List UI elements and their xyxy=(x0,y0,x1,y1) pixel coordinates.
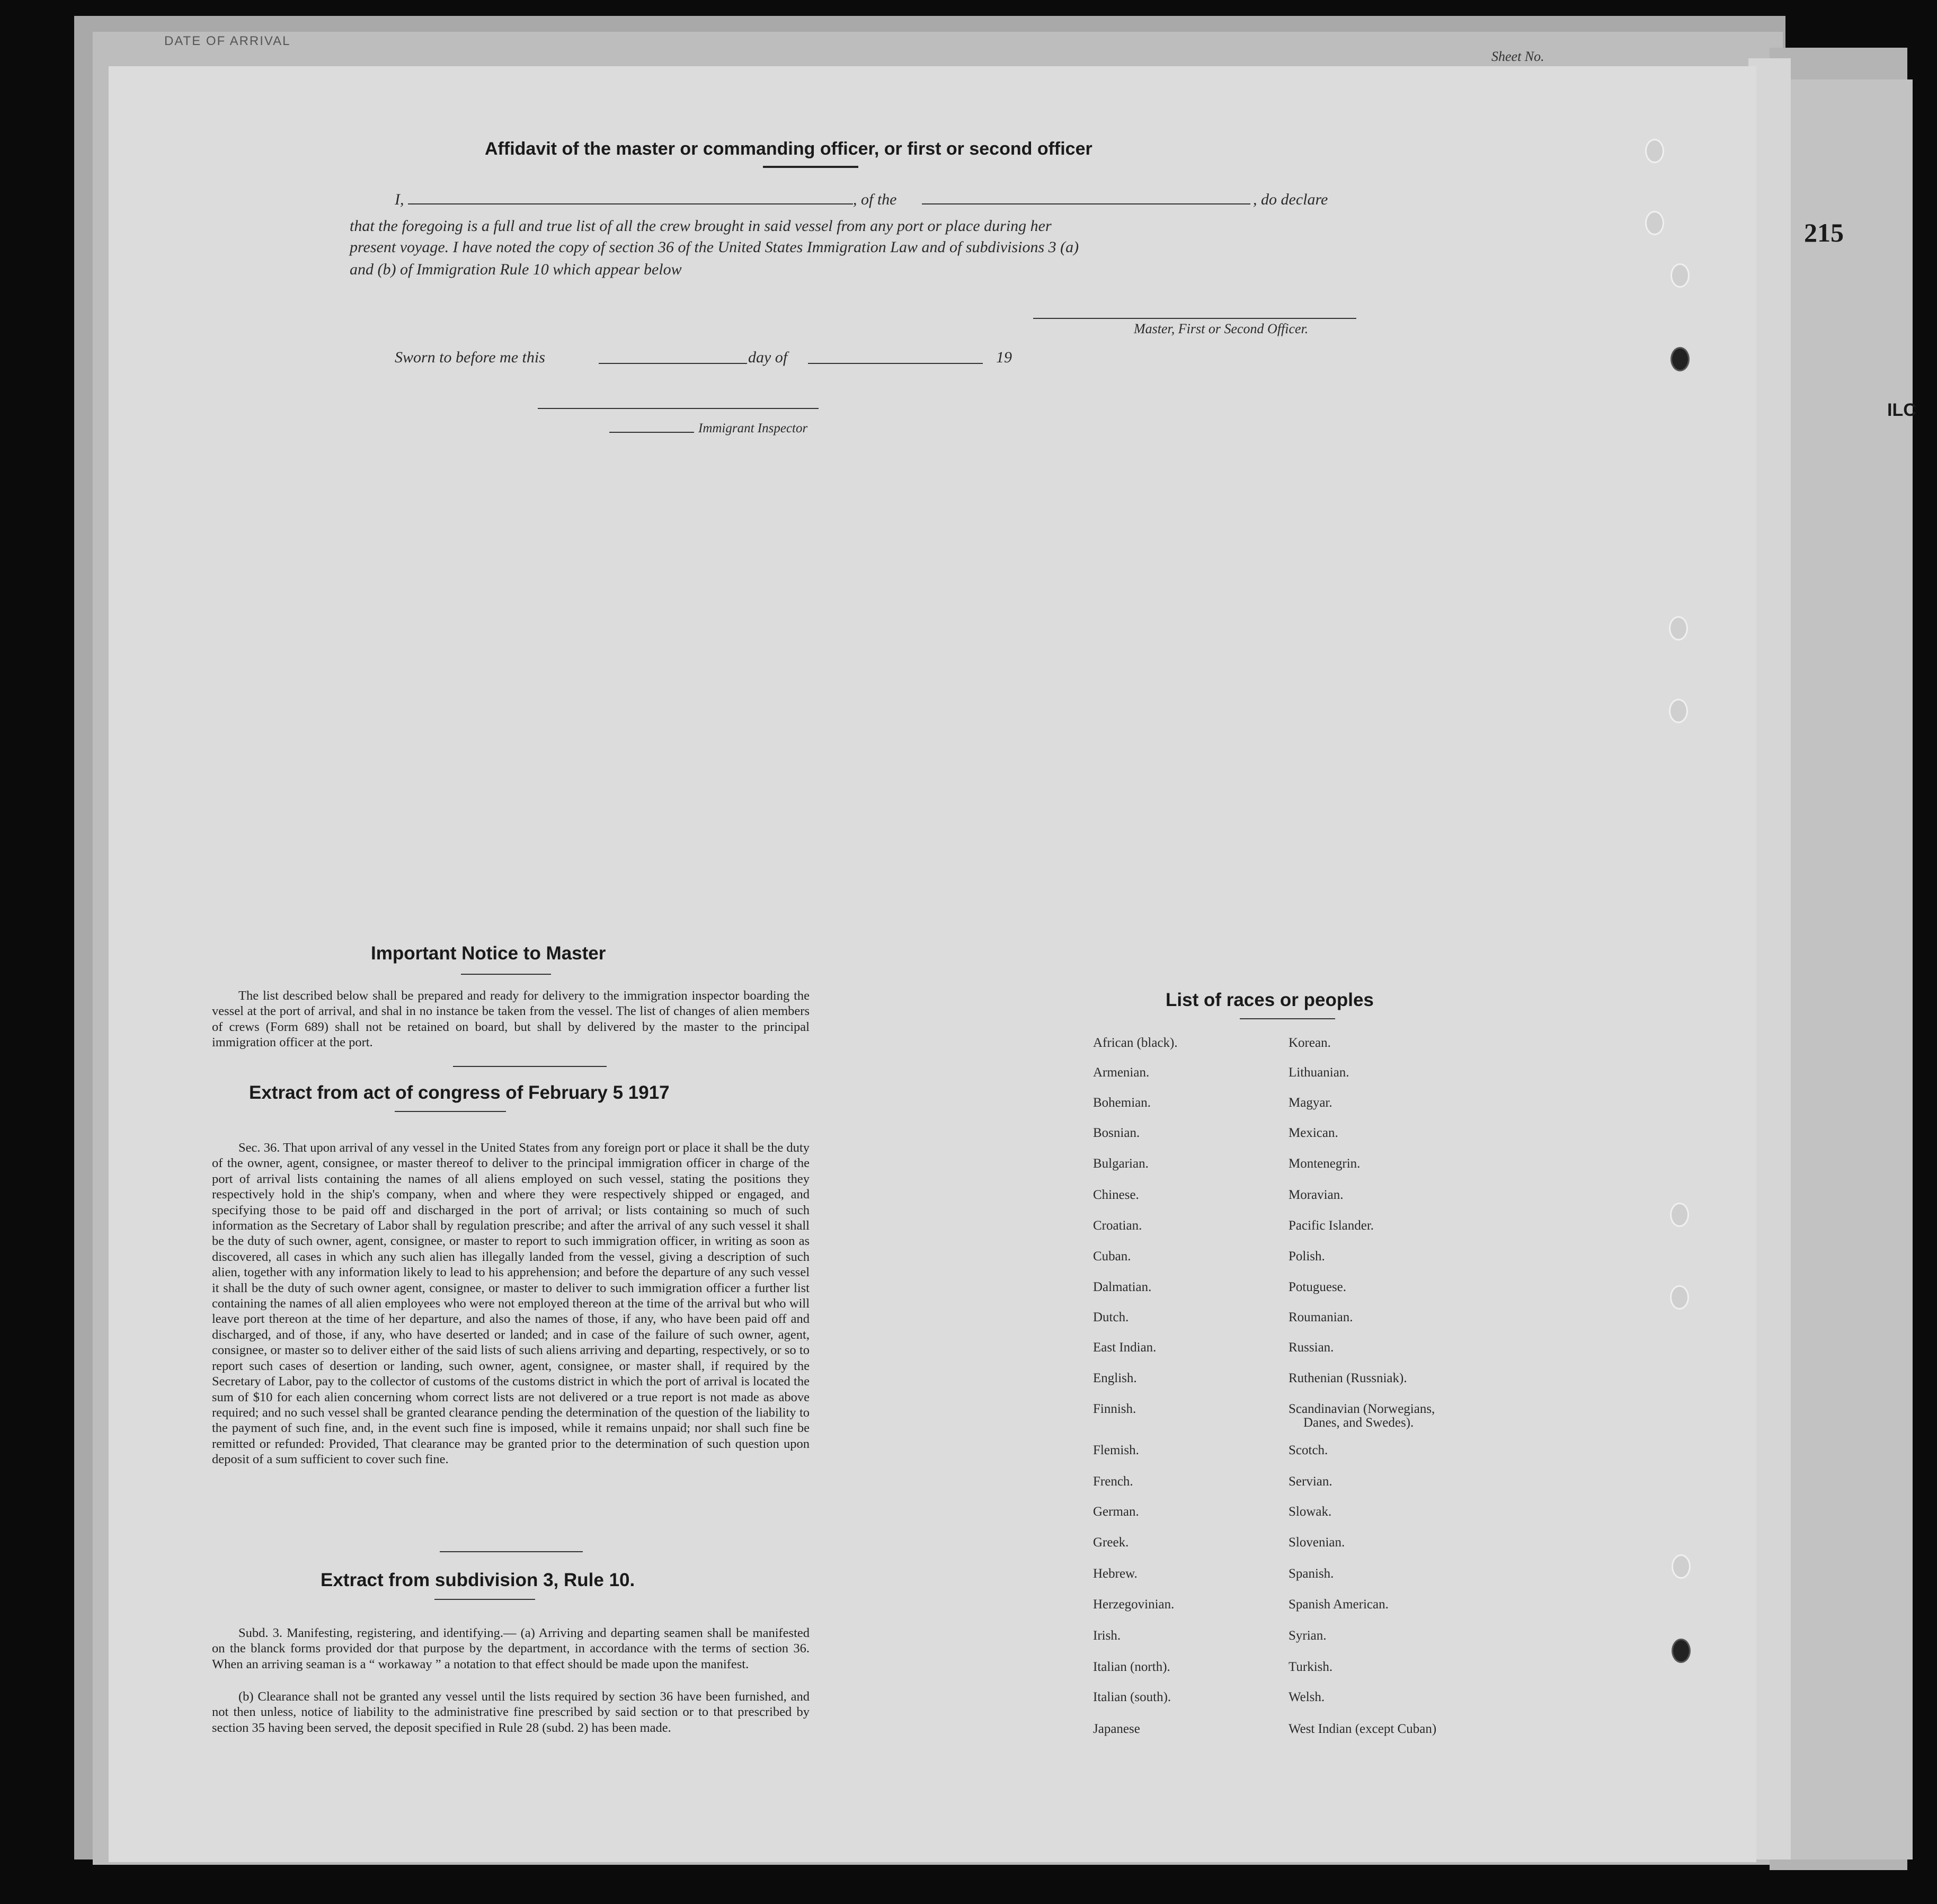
sworn-day-of: day of xyxy=(748,349,788,366)
race-item: Moravian. xyxy=(1289,1188,1344,1202)
signature-line xyxy=(1033,318,1356,319)
race-item: German. xyxy=(1093,1505,1139,1519)
race-item: Servian. xyxy=(1289,1474,1332,1489)
race-item: Cuban. xyxy=(1093,1249,1131,1264)
race-item: Welsh. xyxy=(1289,1690,1325,1704)
section-divider xyxy=(453,1066,607,1067)
affidavit-i: I, xyxy=(395,191,404,208)
race-item: Ruthenian (Russniak). xyxy=(1289,1371,1407,1385)
document-page xyxy=(109,66,1756,1862)
sworn-year: 19 xyxy=(996,349,1012,366)
race-item: English. xyxy=(1093,1371,1137,1385)
punch-hole xyxy=(1672,1639,1691,1663)
punch-hole xyxy=(1671,263,1690,288)
section-divider xyxy=(440,1551,583,1552)
race-item: Roumanian. xyxy=(1289,1310,1353,1324)
race-item: Mexican. xyxy=(1289,1126,1338,1140)
title-rule xyxy=(461,974,551,975)
race-item: Japanese xyxy=(1093,1722,1140,1736)
blank-line xyxy=(808,363,983,364)
notice-title: Important Notice to Master xyxy=(371,943,606,964)
act-extract-body: Sec. 36. That upon arrival of any vessel in the United States from any foreign port or place it shall be the duty of the owner, agent, consignee, or master thereof to deliver to the principal immigration officer in charge of the port of arrival lists containing the names of all aliens employed on such vessel, stating the positions they respectively hold in the ship's company, when and where they were respectively shipped or engaged, and specifying those to be paid off and discharged in the port of arrival; or lists containing so much of such information as the Secretary of Labor shall by regulation prescribe; and after the arrival of any such vessel it shall be the duty of such owner, agent, consignee, or master to report to such immigration officer, in writing as soon as discovered, all cases in which any such alien has illegally landed from the vessel, giving a description of such alien, together with any information likely to lead to his apprehension; and before the departure of any such vessel it shall be the duty of such owner agent, consignee, or master to deliver to such immigration officer a further list containing the names of all alien employees who were not employed thereon at the time of the arrival but who will leave port thereon at the time of her departure, and also the names of those, if any, who have been paid off and discharged, and of those, if any, who have deserted or landed; and in case of the failure of such owner, agent, consignee, or master so to deliver either of the said lists of such aliens arriving and departing, respectively, or so to report such cases of desertion or landing, such owner, agent, consignee, or master shall, if required by the Secretary of Labor, pay to the collector of customs of the customs district in which the port of arrival is located the sum of $10 for each alien concerning whom correct lists are not delivered or a true report is not made as above required; and no such vessel shall be granted clearance pending the determination of the question of the liability to the payment of such fine, and, in the event such fine is imposed, while it remains unpaid; nor shall such fine be remitted or refunded: Provided, That clearance may be granted prior to the determination of such question upon deposit of a sum sufficient to cover such fine. xyxy=(212,1141,810,1467)
punch-hole xyxy=(1645,139,1664,163)
race-item: Dutch. xyxy=(1093,1310,1129,1324)
affidavit-line-3: present voyage. I have noted the copy of section 36 of the United States Immigration Law and of subdivisions 3 (a) xyxy=(350,238,1079,256)
race-item: African (black). xyxy=(1093,1036,1178,1050)
title-rule xyxy=(1240,1018,1335,1019)
race-item: Russian. xyxy=(1289,1340,1334,1355)
punch-hole xyxy=(1670,1203,1689,1227)
race-item: Slowak. xyxy=(1289,1505,1332,1519)
race-item: Lithuanian. xyxy=(1289,1065,1349,1080)
side-fragment: ILC xyxy=(1887,400,1916,420)
race-item: Scotch. xyxy=(1289,1443,1328,1457)
race-item: Bosnian. xyxy=(1093,1126,1140,1140)
blank-line xyxy=(599,363,747,364)
race-item: Chinese. xyxy=(1093,1188,1139,1202)
affidavit-line-4: and (b) of Immigration Rule 10 which appear below xyxy=(350,261,682,278)
race-item: Slovenian. xyxy=(1289,1535,1345,1550)
affidavit-of-the: , of the xyxy=(853,191,897,208)
race-item: French. xyxy=(1093,1474,1133,1489)
notice-body: The list described below shall be prepared and ready for delivery to the immigration inspector boarding the vessel at the port of arrival, and shal in no instance be taken from the vessel. The list of changes of alien members of crews (Form 689) shall not be retained on board, but shall by delivered by the master to the principal immigration officer at the port. xyxy=(212,989,810,1050)
race-item: Spanish. xyxy=(1289,1567,1334,1581)
rule-para-a: Subd. 3. Manifesting, registering, and identifying.— (a) Arriving and departing seamen shall be manifested on the blanck forms provided dor that purpose by the department, in accordance with the terms of section 36. When an arriving seaman is a “ workaway ” a notation to that effect should be made upon the manifest. xyxy=(212,1626,810,1671)
title-rule xyxy=(434,1599,535,1600)
punch-hole xyxy=(1671,347,1690,371)
races-title: List of races or peoples xyxy=(1166,990,1374,1010)
race-item: East Indian. xyxy=(1093,1340,1157,1355)
race-item: Dalmatian. xyxy=(1093,1280,1152,1294)
race-item: Croatian. xyxy=(1093,1218,1142,1233)
race-item: West Indian (except Cuban) xyxy=(1289,1722,1437,1736)
inspector-line xyxy=(538,408,819,409)
inspector-line-short xyxy=(609,432,694,433)
race-item: Armenian. xyxy=(1093,1065,1150,1080)
title-rule xyxy=(395,1111,506,1112)
act-extract-title: Extract from act of congress of February 5 1917 xyxy=(249,1082,670,1103)
punch-hole xyxy=(1669,616,1688,640)
race-item: Scandinavian (Norwegians, xyxy=(1289,1402,1435,1416)
affidavit-do-declare: , do declare xyxy=(1253,191,1328,208)
inspector-caption: Immigrant Inspector xyxy=(698,421,808,435)
rule-extract-title: Extract from subdivision 3, Rule 10. xyxy=(321,1570,635,1590)
race-item: Finnish. xyxy=(1093,1402,1136,1416)
sworn-text: Sworn to before me this xyxy=(395,349,545,366)
race-item: Polish. xyxy=(1289,1249,1325,1264)
blank-line xyxy=(408,203,853,204)
punch-hole xyxy=(1670,1285,1689,1310)
race-item: Spanish American. xyxy=(1289,1597,1389,1612)
punch-hole xyxy=(1645,211,1664,235)
affidavit-title: Affidavit of the master or commanding officer, or first or second officer xyxy=(485,139,1092,159)
rule-para-b: (b) Clearance shall not be granted any vessel until the lists required by section 36 have been furnished, and not then unless, notice of liability to the administrative fine prescribed by said section or to that prescribed by section 35 having been served, the deposit specified in Rule 28 (subd. 2) has been made. xyxy=(212,1689,810,1735)
race-item: Hebrew. xyxy=(1093,1567,1138,1581)
race-item: Bulgarian. xyxy=(1093,1156,1149,1171)
race-item: Italian (south). xyxy=(1093,1690,1171,1704)
race-item: Flemish. xyxy=(1093,1443,1139,1457)
race-item: Korean. xyxy=(1289,1036,1331,1050)
race-item: Italian (north). xyxy=(1093,1660,1170,1674)
race-item: Turkish. xyxy=(1289,1660,1333,1674)
race-item: Herzegovinian. xyxy=(1093,1597,1175,1612)
race-item: Magyar. xyxy=(1289,1096,1332,1110)
sheet-number-label: Sheet No. xyxy=(1491,49,1544,64)
race-item: Irish. xyxy=(1093,1629,1121,1643)
signature-caption: Master, First or Second Officer. xyxy=(1134,321,1309,336)
race-item: Danes, and Swedes). xyxy=(1303,1416,1414,1430)
race-item: Potuguese. xyxy=(1289,1280,1347,1294)
race-item: Montenegrin. xyxy=(1289,1156,1361,1171)
race-item: Bohemian. xyxy=(1093,1096,1151,1110)
title-rule xyxy=(763,166,858,168)
punch-hole xyxy=(1669,699,1688,723)
top-tab-text: DATE OF ARRIVAL xyxy=(164,34,291,48)
race-item: Greek. xyxy=(1093,1535,1129,1550)
race-item: Pacific Islander. xyxy=(1289,1218,1374,1233)
blank-line xyxy=(922,203,1250,204)
punch-hole xyxy=(1672,1554,1691,1579)
affidavit-line-2: that the foregoing is a full and true list of all the crew brought in said vessel from any port or place during her xyxy=(350,217,1052,235)
back-sheet xyxy=(1780,79,1913,1859)
side-page-number: 215 xyxy=(1804,218,1844,247)
race-item: Syrian. xyxy=(1289,1629,1327,1643)
